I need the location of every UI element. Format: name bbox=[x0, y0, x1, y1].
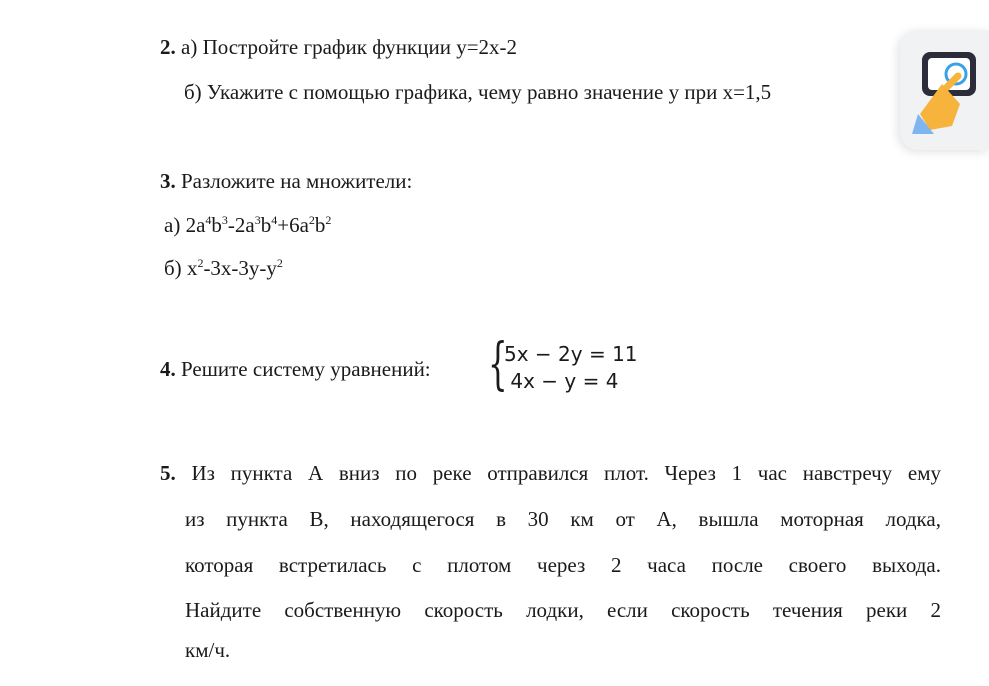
task-3-number: 3. bbox=[160, 169, 176, 193]
task-4-number: 4. bbox=[160, 357, 176, 381]
task-3-part-b bbox=[164, 255, 283, 281]
task-3-heading bbox=[160, 168, 412, 194]
floating-app-widget[interactable] bbox=[900, 30, 989, 150]
task-2-part-b: б) Укажите с помощью графика, чему равно значение y при x=1,5 bbox=[184, 80, 772, 104]
task-5-line-2: из пункта В, находящегося в 30 км от А, вышла моторная лодка, bbox=[185, 507, 941, 531]
system-brace: { bbox=[488, 332, 508, 397]
task-5-number: 5. bbox=[160, 461, 176, 485]
task-4-heading bbox=[160, 356, 431, 382]
task-5-line-1: 5. Из пункта А вниз по реке отправился плот. Через 1 час навстречу ему bbox=[160, 461, 941, 485]
equation-1: 5x − 2y = 11 bbox=[504, 342, 638, 366]
task-3-part-a-label: а) bbox=[164, 213, 186, 237]
task-2-part-a: а) Постройте график функции y=2x-2 bbox=[175, 35, 518, 59]
equation-system bbox=[488, 332, 658, 397]
task-3-part-a-expression: $2a^4b^3-2a^3b^4+6a^2b^2$ bbox=[185, 213, 332, 237]
task-2-line-a bbox=[160, 34, 517, 60]
task-3-part-a bbox=[164, 212, 331, 238]
task-4-title: Решите систему уравнений: bbox=[175, 357, 431, 381]
task-3-part-b-expression: $x^2-3x-3y-y^2$ bbox=[186, 256, 283, 280]
task-3-title: Разложите на множители: bbox=[175, 169, 413, 193]
equation-2: 4x − y = 4 bbox=[504, 369, 619, 393]
task-3-part-b-label: б) bbox=[164, 256, 187, 280]
task-2-number: 2. bbox=[160, 35, 176, 59]
task-5-line-3: которая встретилась с плотом через 2 часа после своего выхода. bbox=[185, 553, 941, 577]
task-5-line-4: Найдите собственную скорость лодки, если скорость течения реки 2 bbox=[185, 598, 941, 622]
task-5-line-5: км/ч. bbox=[185, 638, 231, 662]
hand-tap-icon bbox=[912, 44, 982, 134]
